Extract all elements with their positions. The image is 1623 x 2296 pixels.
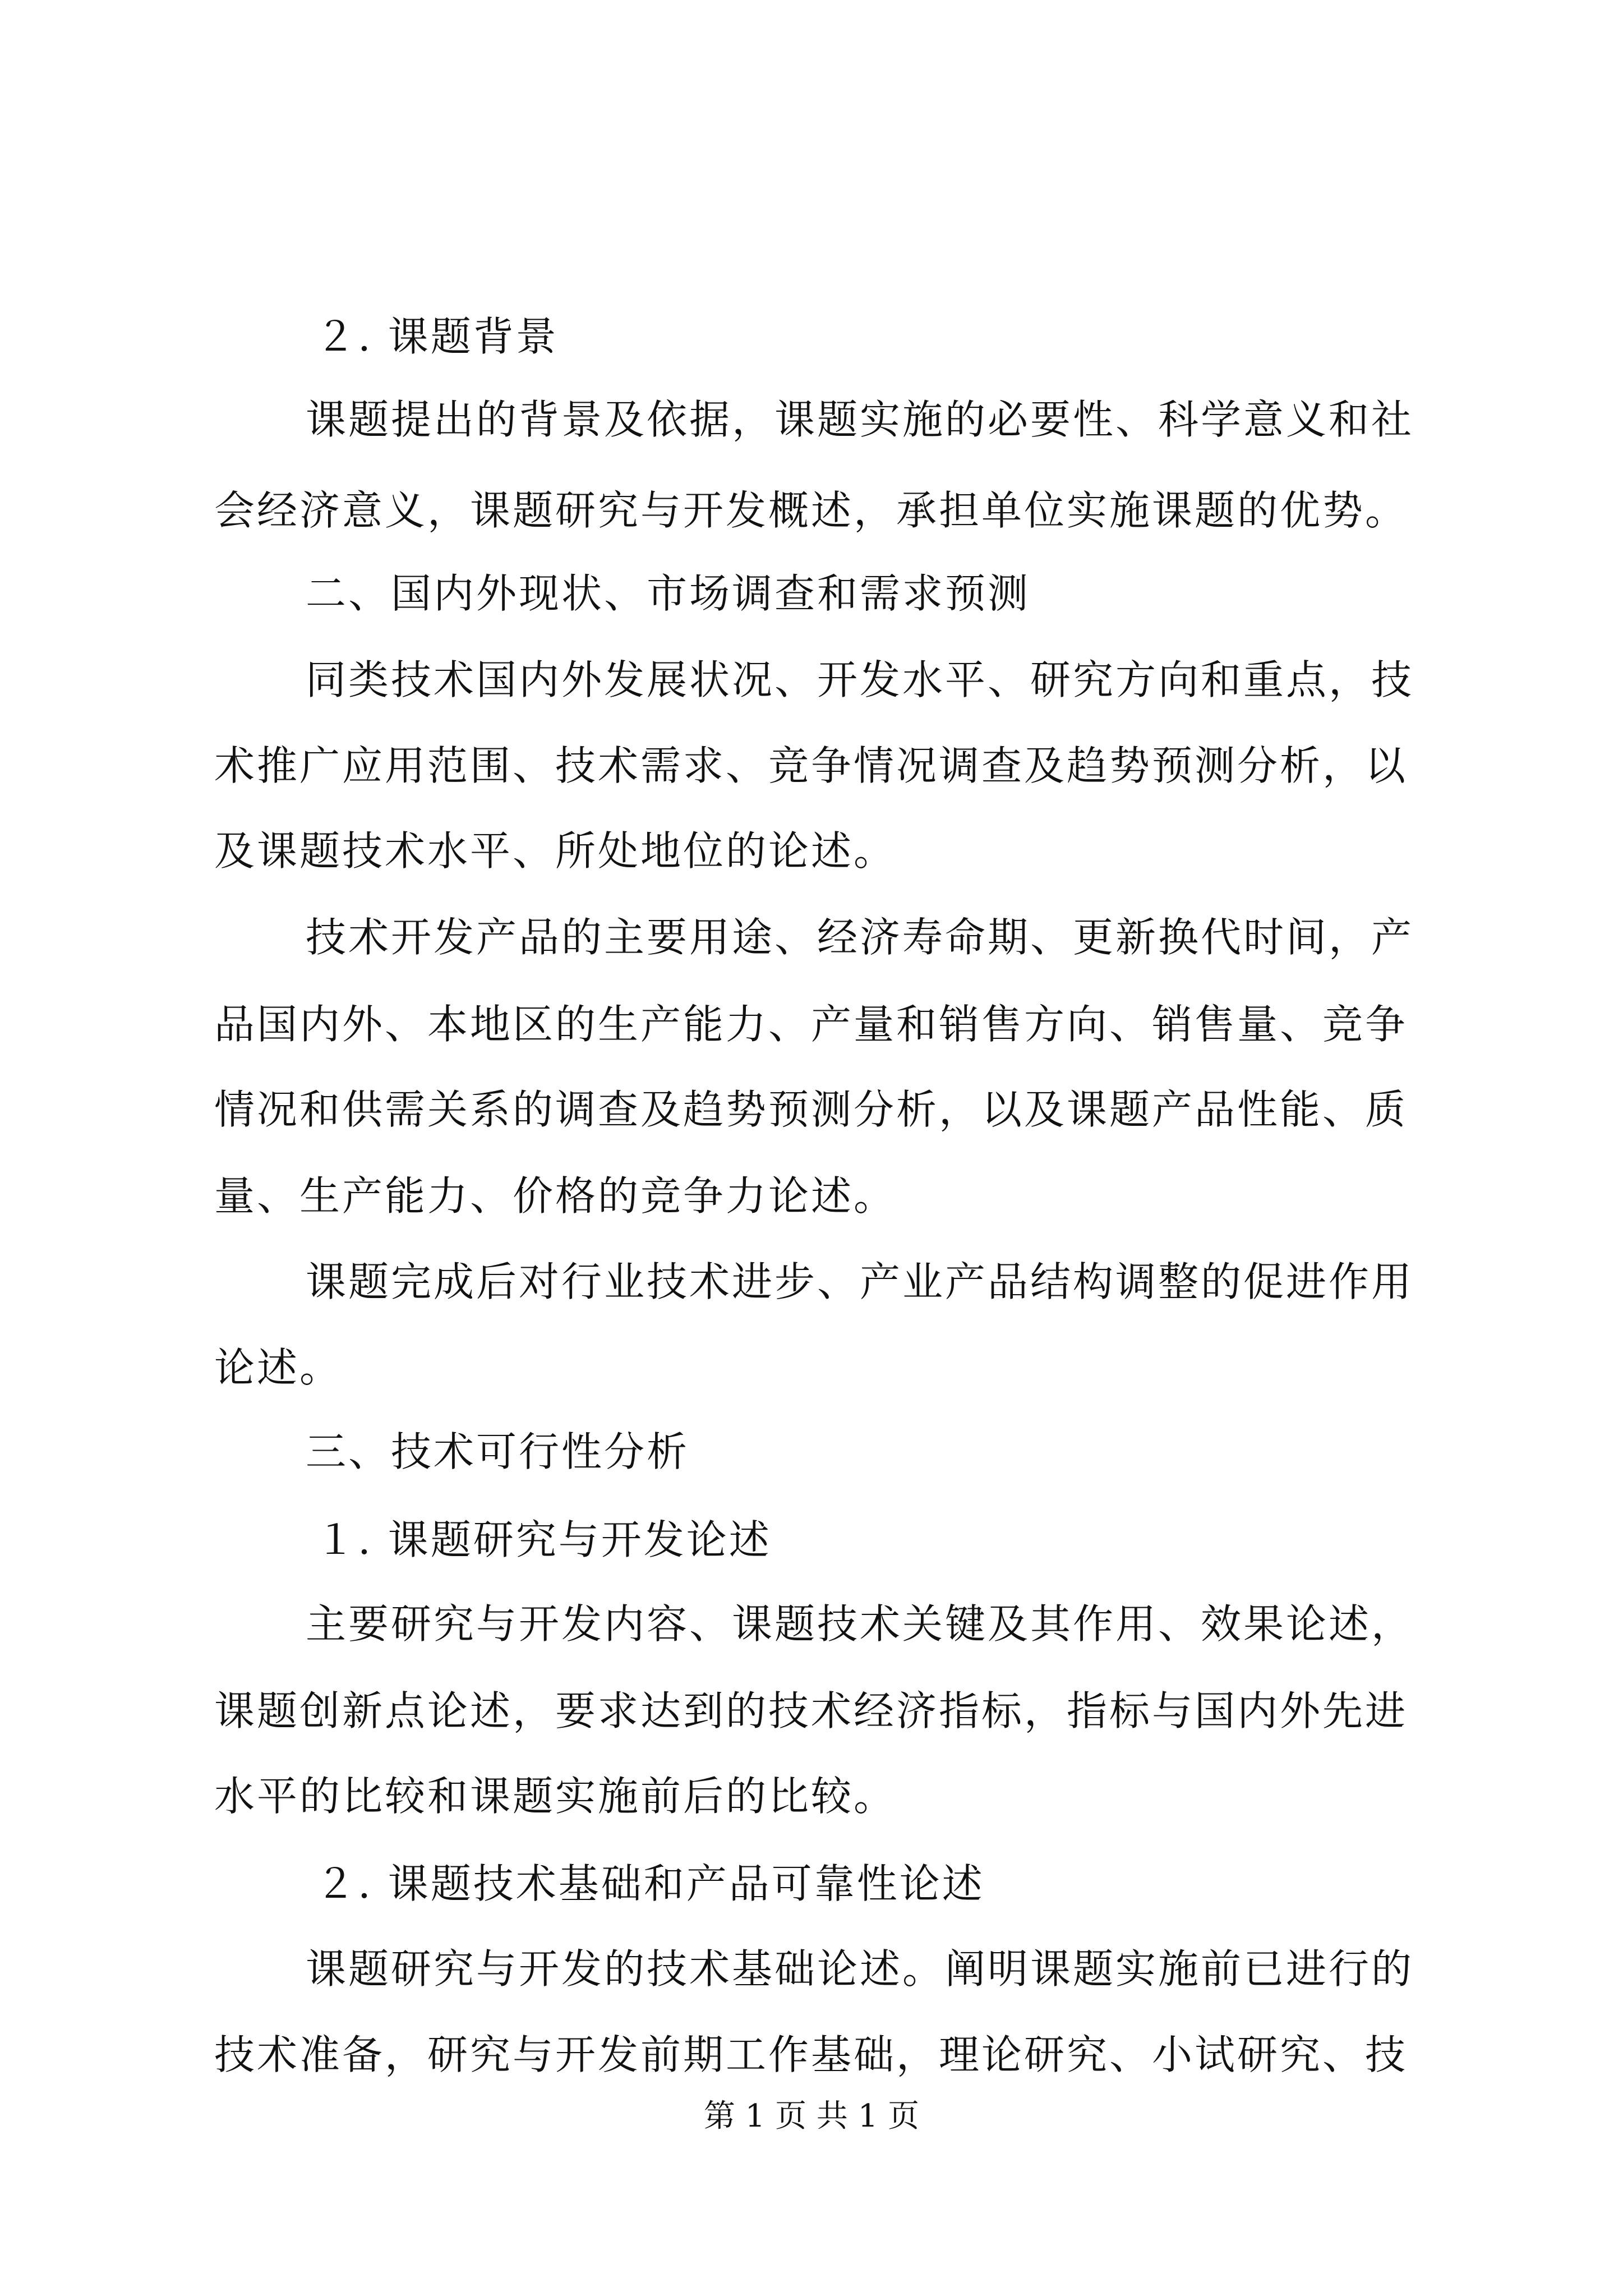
paragraph-line: 情况和供需关系的调查及趋势预测分析，以及课题产品性能、质	[214, 1086, 1408, 1133]
paragraph-line: 及课题技术水平、所处地位的论述。	[214, 827, 897, 875]
paragraph-line: 课题研究与开发的技术基础论述。阐明课题实施前已进行的	[306, 1945, 1414, 1993]
paragraph-line: 技术开发产品的主要用途、经济寿命期、更新换代时间，产	[306, 914, 1414, 961]
paragraph-line: 量、生产能力、价格的竞争力论述。	[214, 1172, 897, 1220]
paragraph-line: 课题创新点论述，要求达到的技术经济指标，指标与国内外先进	[214, 1687, 1408, 1734]
heading-course-background: ２. 课题背景	[315, 313, 559, 360]
paragraph-line: 品国内外、本地区的生产能力、产量和销售方向、销售量、竞争	[214, 1001, 1408, 1048]
paragraph-line: 课题提出的背景及依据，课题实施的必要性、科学意义和社	[306, 396, 1414, 443]
heading-research-development: １. 课题研究与开发论述	[315, 1516, 772, 1563]
heading-domestic-foreign-status: 二、国内外现状、市场调查和需求预测	[306, 570, 1031, 617]
heading-technical-feasibility: 三、技术可行性分析	[306, 1428, 690, 1475]
paragraph-line: 会经济意义，课题研究与开发概述，承担单位实施课题的优势。	[214, 487, 1408, 534]
paragraph-line: 主要研究与开发内容、课题技术关键及其作用、效果论述，	[306, 1600, 1414, 1648]
paragraph-line: 技术准备，研究与开发前期工作基础，理论研究、小试研究、技	[214, 2031, 1408, 2078]
heading-technical-basis: ２. 课题技术基础和产品可靠性论述	[315, 1860, 985, 1907]
paragraph-line: 论述。	[214, 1344, 343, 1391]
page-footer: 第 1 页 共 1 页	[703, 2098, 920, 2134]
paragraph-line: 水平的比较和课题实施前后的比较。	[214, 1773, 897, 1820]
paragraph-line: 术推广应用范围、技术需求、竞争情况调查及趋势预测分析，以	[214, 742, 1408, 789]
paragraph-line: 课题完成后对行业技术进步、产业产品结构调整的促进作用	[306, 1258, 1414, 1305]
paragraph-line: 同类技术国内外发展状况、开发水平、研究方向和重点，技	[306, 656, 1414, 703]
